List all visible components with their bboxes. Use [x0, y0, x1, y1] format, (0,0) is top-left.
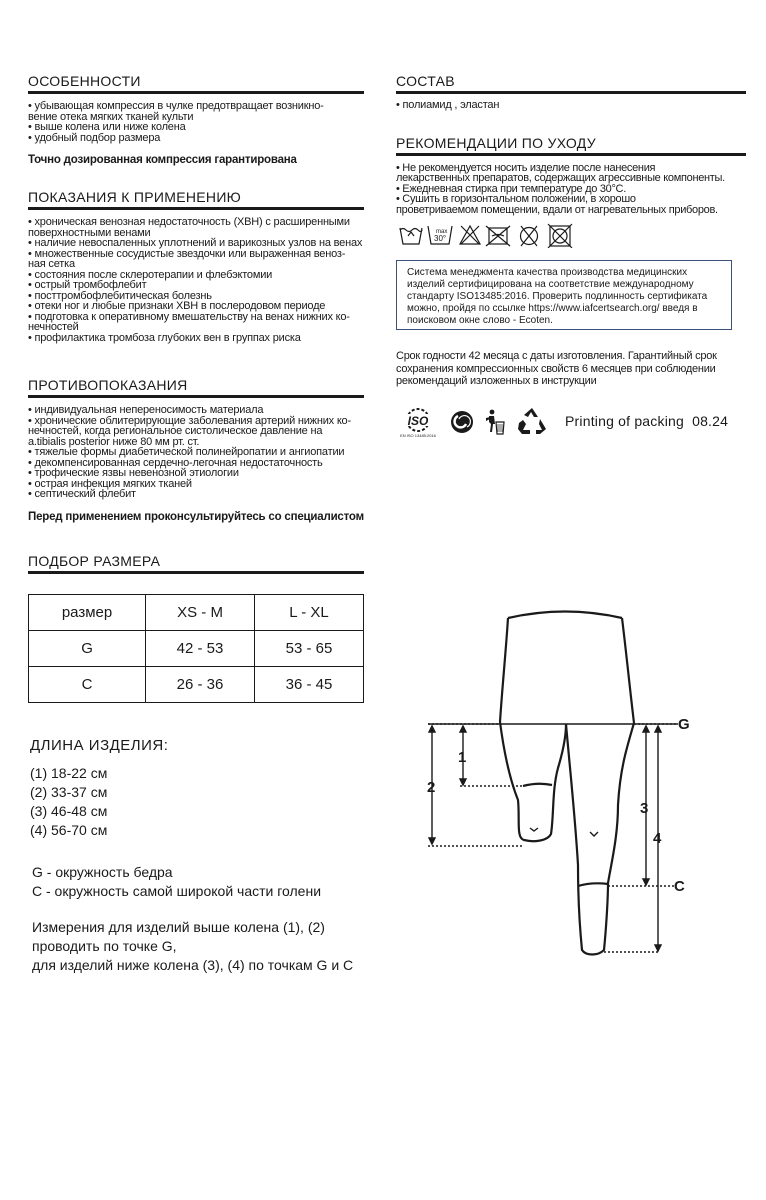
printing-label: Printing of packing — [565, 413, 684, 429]
length-3-label: 3 — [640, 800, 649, 817]
certificate-line: поисковом окне слово - Ecoten. — [407, 315, 553, 326]
length-block — [30, 737, 370, 840]
list-item: • хроническая венозная недостаточность (ХВН) с расширенными — [28, 216, 350, 228]
c-label: C — [674, 878, 685, 895]
stocking-top — [508, 612, 622, 619]
stocking-left-edge — [500, 618, 508, 722]
shelf-life-line: сохранения компрессионных свойств 6 месяцев при соблюдении — [396, 362, 716, 375]
indications-heading: ПОКАЗАНИЯ К ПРИМЕНЕНИЮ — [28, 189, 364, 210]
list-item: поверхностными венами — [28, 226, 151, 239]
list-item: • наличие невоспаленных уплотнений и варикозных узлов на венах — [28, 237, 363, 249]
list-item: • Сушить в горизонтальном положении, в хорошо — [396, 193, 636, 205]
consult-note: Перед применением проконсультируйтесь со специалистом — [28, 510, 364, 523]
list-item: • декомпенсированная сердечно-легочная недостаточность — [28, 456, 323, 469]
list-item: • Ежедневная стирка при температуре до 30°С. — [396, 182, 626, 195]
table-cell: 53 - 65 — [255, 630, 364, 666]
table-cell: XS - M — [146, 594, 255, 630]
stocking-outline — [500, 612, 634, 955]
table-row — [29, 630, 364, 666]
table-row — [29, 666, 364, 702]
stocking-diagram — [420, 600, 700, 970]
iso-logo — [400, 409, 437, 438]
table-row — [29, 594, 364, 630]
list-item: • Не рекомендуется носить изделие после нанесения — [396, 161, 656, 174]
shelf-life — [396, 350, 746, 388]
no-tumble-dry-icon — [548, 224, 572, 248]
printing-date: 08.24 — [692, 413, 729, 429]
list-item: • острый тромбофлебит — [28, 279, 147, 291]
size-table — [28, 594, 364, 703]
no-bleach-icon — [460, 226, 480, 244]
list-item: • хронические облитерирующие заболевания артерий нижних ко- — [28, 414, 351, 427]
list-item: ная сетка — [28, 258, 75, 270]
table-cell: C — [29, 666, 146, 702]
left-column — [28, 73, 364, 703]
shelf-life-line: рекомендаций изложенных в инструкции — [396, 375, 597, 387]
logos-row — [396, 404, 556, 442]
table-cell: 36 - 45 — [255, 666, 364, 702]
list-item: • тяжелые формы диабетической полинейропатии и ангиопатии — [28, 446, 345, 458]
list-item: (2) 33-37 см — [30, 784, 108, 800]
short-stump — [500, 722, 566, 841]
wash-temp-label: 30° — [434, 234, 447, 243]
iso-logo-subtext: EN ISO 13485:2016 — [400, 433, 436, 438]
printing-info — [565, 413, 728, 429]
certificate-line: можно, пройдя по ссылке https://www.iafcertsearch.org/ введя в — [407, 303, 698, 314]
care-list — [396, 163, 746, 216]
no-tumble-dry-icon — [486, 226, 510, 246]
list-item: • трофические язвы невенозной этиологии — [28, 467, 239, 479]
list-item: (4) 56-70 см — [30, 822, 108, 838]
list-item: • удобный подбор размера — [28, 131, 161, 144]
composition-heading: СОСТАВ — [396, 73, 746, 94]
features-heading: ОСОБЕННОСТИ — [28, 73, 364, 94]
list-item: • убывающая компрессия в чулке предотвращает возникно- — [28, 100, 324, 112]
measure-note-line: для изделий ниже колена (3), (4) по точкам G и C — [32, 957, 354, 973]
length-4-label: 4 — [653, 830, 662, 847]
measure-note-line: Измерения для изделий выше колена (1), (2) — [32, 919, 325, 935]
list-item: вение отека мягких тканей культи — [28, 110, 194, 123]
list-item: a.tibialis posterior ниже 80 мм рт. ст. — [28, 435, 200, 448]
long-leg — [566, 723, 634, 955]
right-column — [396, 73, 746, 215]
list-item: проветриваемом помещении, вдали от нагревательных приборов. — [396, 203, 718, 216]
list-item: • состояния после склеротерапии и флебэктомии — [28, 268, 273, 281]
length-1-label: 1 — [458, 749, 467, 766]
table-cell: L - XL — [255, 594, 364, 630]
table-cell: размер — [29, 594, 146, 630]
g-label: G — [678, 716, 690, 733]
contraindications-list — [28, 405, 364, 500]
certificate-line: стандарту ISO13485:2016. Проверить подлинность сертификата — [407, 291, 708, 302]
short-stump-band — [523, 784, 552, 786]
indications-list — [28, 217, 364, 343]
legend-block — [32, 863, 382, 901]
contraindications-heading: ПРОТИВОПОКАЗАНИЯ — [28, 377, 364, 398]
wash-30-icon — [428, 226, 452, 244]
measure-note — [32, 918, 382, 975]
length-list — [30, 764, 370, 840]
tidy-man-icon — [486, 410, 504, 434]
list-item: • выше колена или ниже колена — [28, 121, 186, 133]
shelf-life-line: Срок годности 42 месяца с даты изготовления. Гарантийный срок — [396, 350, 717, 362]
list-item: нечностей — [28, 321, 79, 333]
stump-end-mark — [530, 828, 538, 831]
care-symbols — [398, 222, 588, 248]
list-item: • подготовка к оперативному вмешательству на венах нижних ко- — [28, 310, 350, 323]
no-dry-clean-icon — [521, 226, 538, 246]
table-cell: G — [29, 630, 146, 666]
long-leg-band — [578, 883, 608, 886]
hand-wash-icon — [400, 228, 422, 244]
list-item: (3) 46-48 см — [30, 803, 108, 819]
table-cell: 26 - 36 — [146, 666, 255, 702]
wash-max-label: max — [436, 229, 448, 235]
features-guarantee: Точно дозированная компрессия гарантирована — [28, 154, 297, 166]
list-item: нечностей, когда регионaльное систолическое давление на — [28, 425, 323, 437]
composition-text: • полиамид , эластан — [396, 99, 500, 111]
green-dot-icon — [451, 411, 473, 433]
measure-note-line: проводить по точке G, — [32, 938, 177, 954]
list-item: • септический флебит — [28, 488, 136, 500]
recycle-icon — [518, 408, 546, 434]
certificate-line: изделий сертифицирована на соответствие международному — [407, 279, 694, 290]
list-item: • отеки ног и любые признаки ХВН в послеродовом периоде — [28, 300, 326, 312]
features-list — [28, 101, 364, 143]
length-heading: ДЛИНА ИЗДЕЛИЯ: — [30, 737, 169, 754]
stocking-right-edge — [622, 618, 634, 723]
list-item: • острая инфекция мягких тканей — [28, 477, 192, 490]
list-item: лекарственных препаратов, содержащих агрессивные компоненты. — [396, 172, 725, 184]
certificate-line: Система менеджмента качества производства медицинских — [407, 267, 688, 278]
certificate-box — [396, 260, 732, 330]
care-heading: РЕКОМЕНДАЦИИ ПО УХОДУ — [396, 135, 746, 156]
legend-c: C - окружность самой широкой части голени — [32, 883, 322, 899]
list-item: • профилактика тромбоза глубоких вен в группах риска — [28, 331, 301, 344]
size-selection-heading: ПОДБОР РАЗМЕРА — [28, 553, 364, 574]
knee-mark — [590, 832, 598, 836]
list-item: (1) 18-22 см — [30, 765, 108, 781]
iso-logo-text: ISO — [407, 414, 429, 428]
legend-g: G - окружность бедра — [32, 864, 173, 880]
list-item: • множественные сосудистые звездочки или выраженная веноз- — [28, 247, 346, 260]
length-2-label: 2 — [427, 779, 436, 796]
list-item: • посттромбофлебитическая болезнь — [28, 289, 212, 302]
list-item: • индивидуальная непереносимость материала — [28, 404, 264, 416]
table-cell: 42 - 53 — [146, 630, 255, 666]
